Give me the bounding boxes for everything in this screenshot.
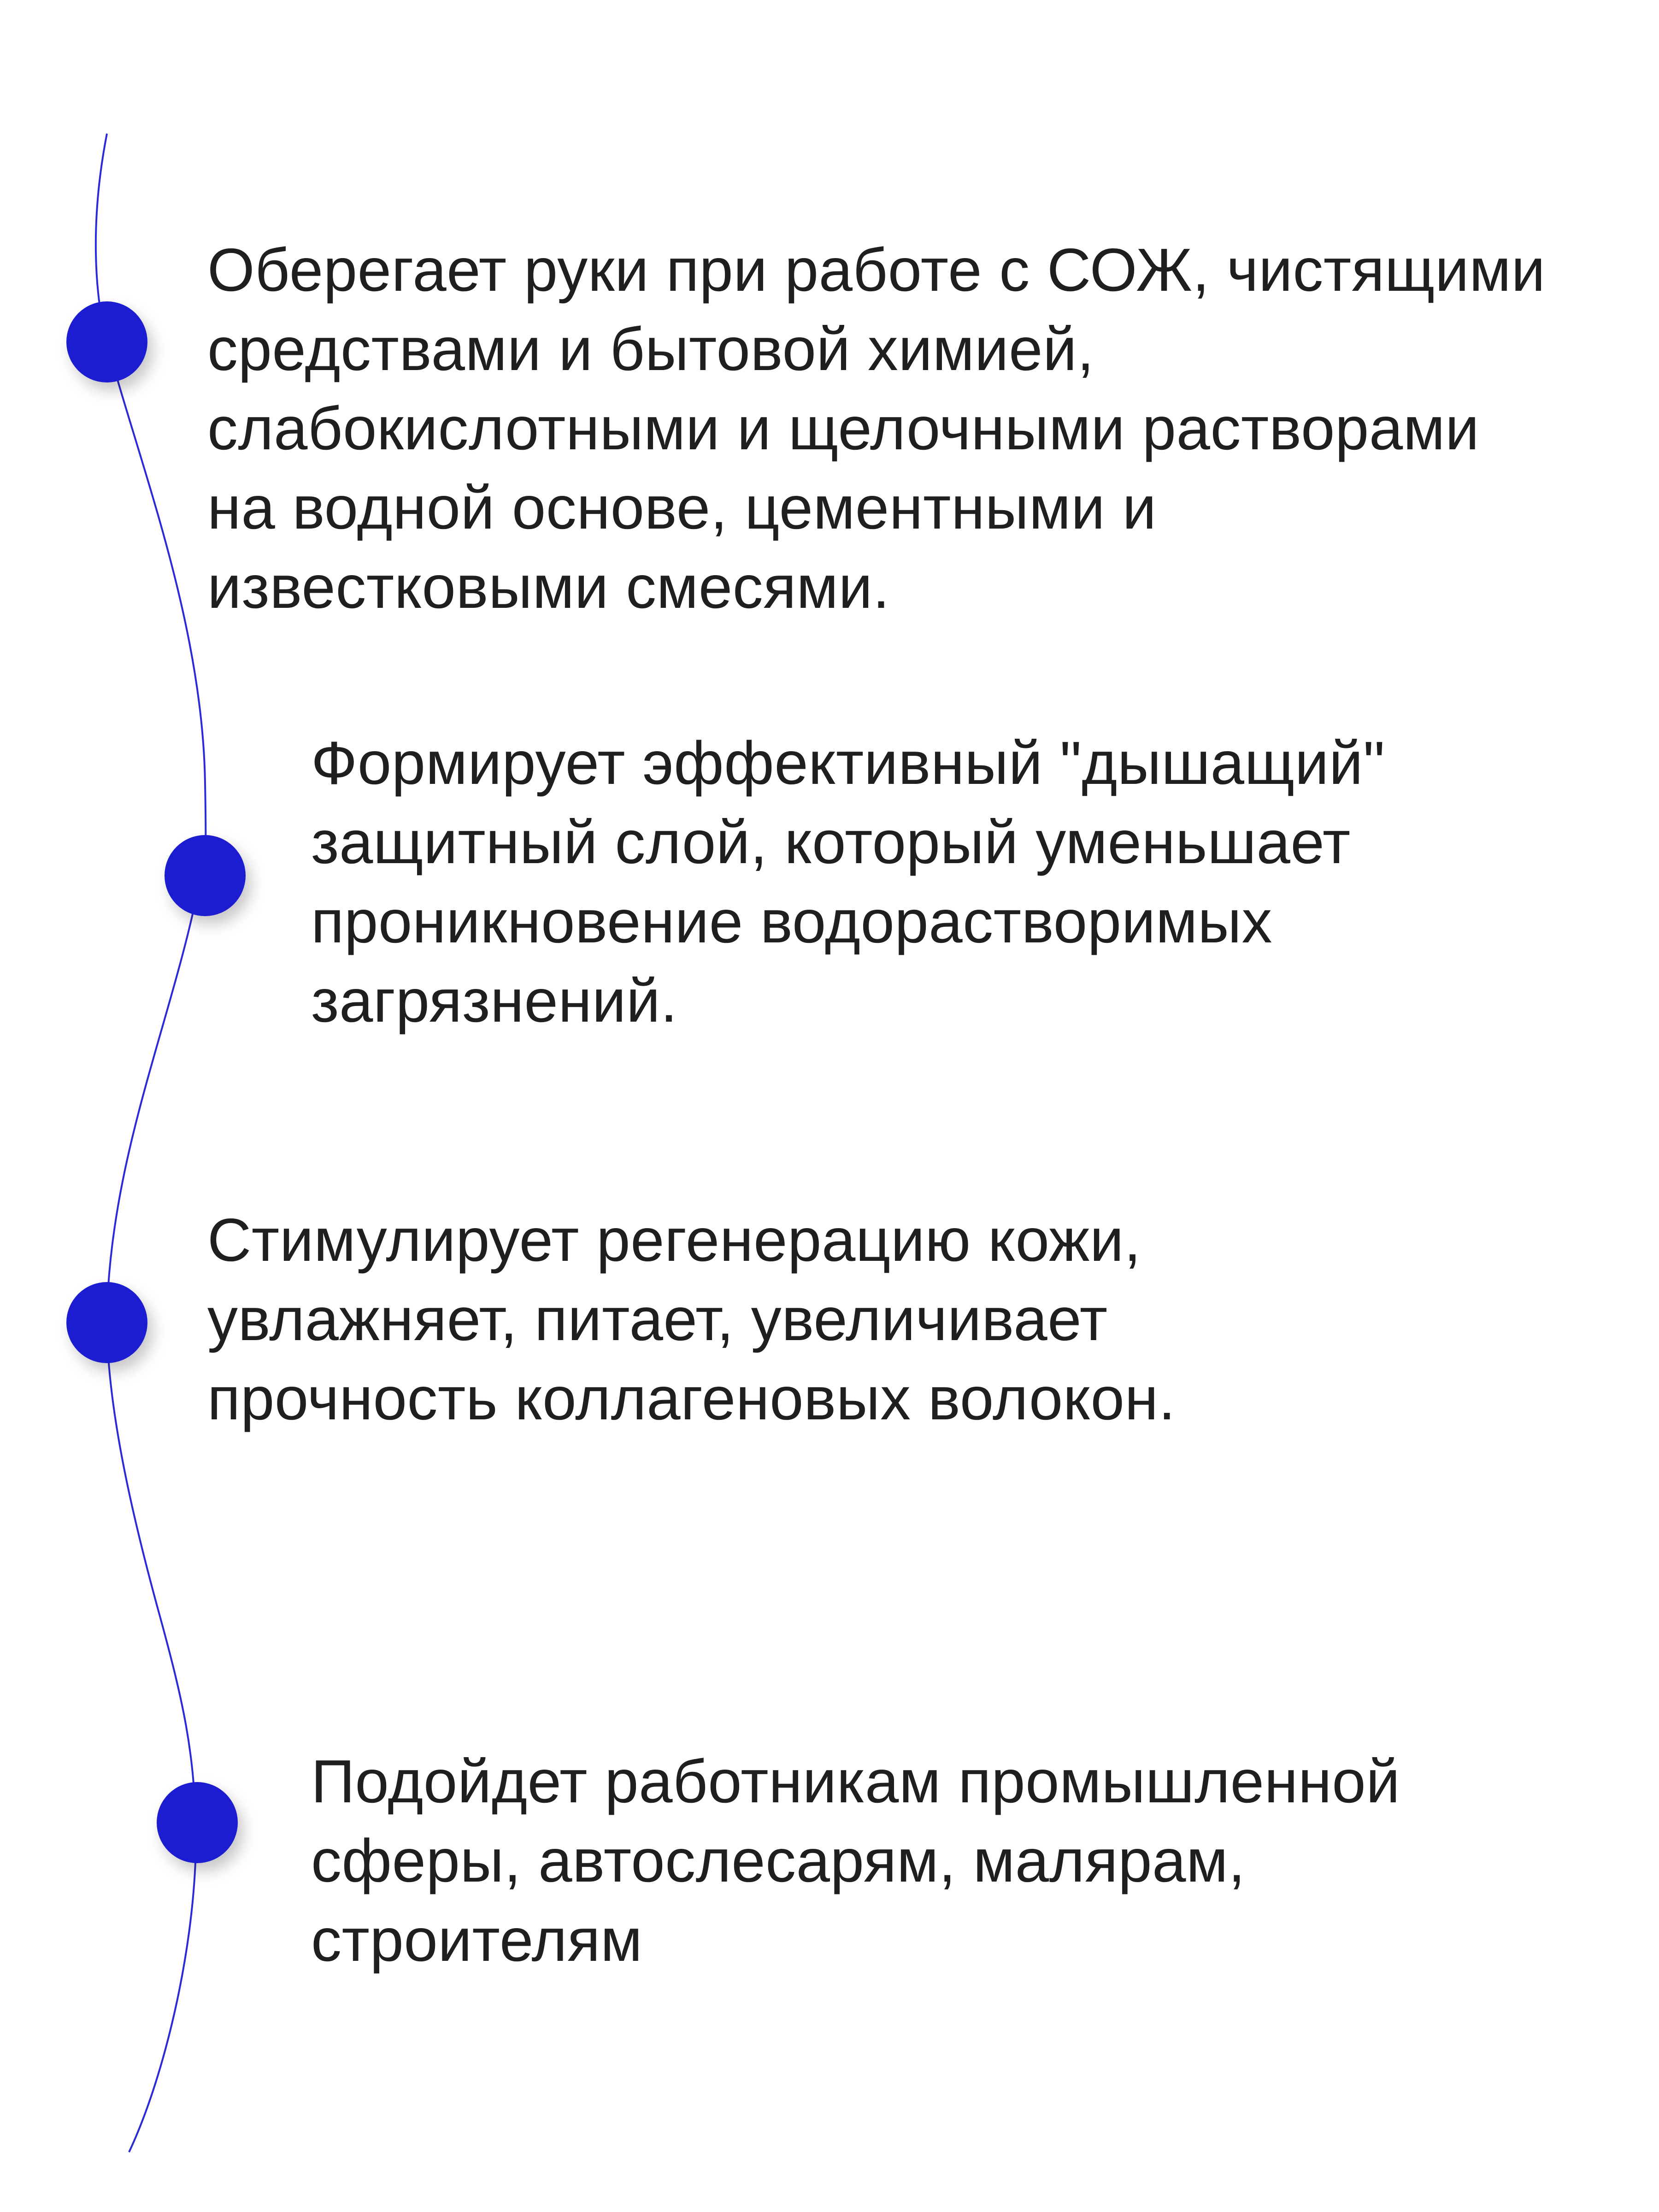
text-line: строителям <box>311 1906 643 1974</box>
text-line: Формирует эффективный "дышащий" <box>311 729 1385 797</box>
text-line: слабокислотными и щелочными растворами <box>207 394 1480 462</box>
bullet-dot-icon <box>165 835 246 916</box>
text-line: на водной основе, цементными и <box>207 474 1157 541</box>
bullet-dot-icon <box>157 1782 238 1863</box>
feature-item-text <box>207 1200 1176 1438</box>
text-line: прочность коллагеновых волокон. <box>207 1365 1176 1432</box>
text-line: Оберегает руки при работе с СОЖ, чистящими <box>207 236 1546 304</box>
text-line: известковыми смесями. <box>207 553 890 621</box>
bullet-dot-icon <box>66 301 147 382</box>
text-line: средствами и бытовой химией, <box>207 315 1094 383</box>
text-line: проникновение водорастворимых <box>311 888 1272 955</box>
text-line: Подойдет работникам промышленной <box>311 1747 1400 1815</box>
text-line: защитный слой, который уменьшает <box>311 808 1351 876</box>
text-line: сферы, автослесарям, малярам, <box>311 1827 1246 1894</box>
text-line: загрязнений. <box>311 967 678 1035</box>
text-line: Стимулирует регенерацию кожи, <box>207 1206 1141 1274</box>
feature-item-text <box>207 230 1546 627</box>
feature-item-text <box>311 724 1385 1041</box>
feature-item-text <box>311 1742 1400 1980</box>
bullet-dot-icon <box>66 1282 147 1363</box>
text-line: увлажняет, питает, увеличивает <box>207 1285 1108 1353</box>
